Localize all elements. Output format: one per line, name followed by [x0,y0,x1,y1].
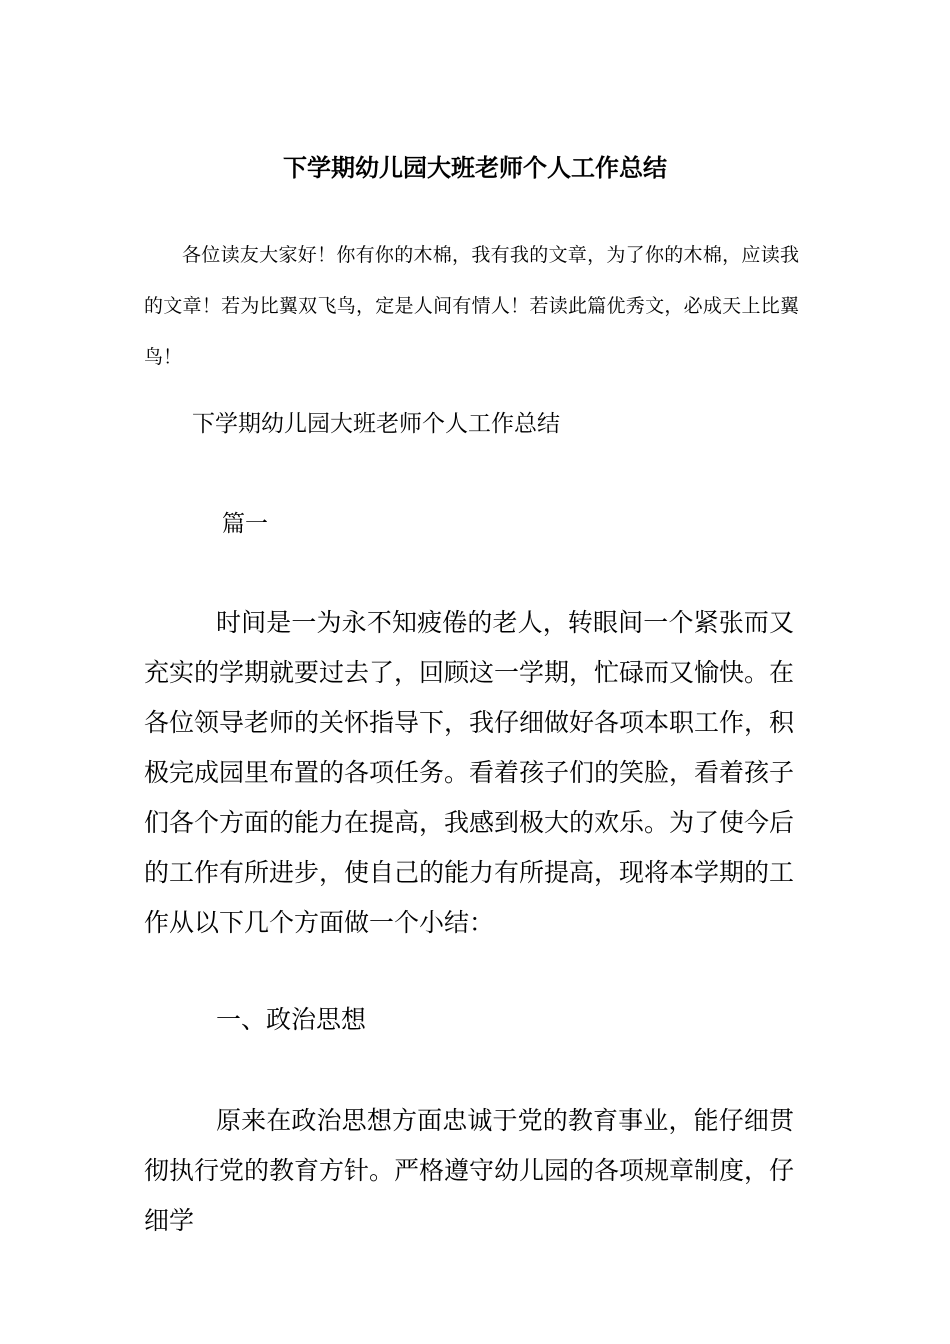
section-heading-politics: 一、政治思想 [216,1005,367,1034]
document-subtitle: 下学期幼儿园大班老师个人工作总结 [192,411,560,437]
document-title: 下学期幼儿园大班老师个人工作总结 [283,154,667,182]
section-label: 篇一 [222,511,268,537]
body-paragraph-1: 时间是一为永不知疲倦的老人，转眼间一个紧张而又充实的学期就要过去了，回顾这一学期，忙碌而又愉快。在各位领导老师的关怀指导下，我仔细做好各项本职工作，积极完成园里布置的各项任务。看着孩子们的笑脸，看着孩子们各个方面的能力在提高，我感到极大的欢乐。为了使今后的工作有所进步，使自己的能力有所提高，现将本学期的工作从以下几个方面做一个小结： [144,608,795,937]
body-paragraph-2: 原来在政治思想方面忠诚于党的教育事业，能仔细贯彻执行党的教育方针。严格遵守幼儿园的各项规章制度，仔细学 [144,1106,795,1235]
intro-paragraph: 各位读友大家好！你有你的木棉，我有我的文章，为了你的木棉，应读我的文章！若为比翼双飞鸟，定是人间有情人！若读此篇优秀文，必成天上比翼鸟！ [144,244,799,368]
